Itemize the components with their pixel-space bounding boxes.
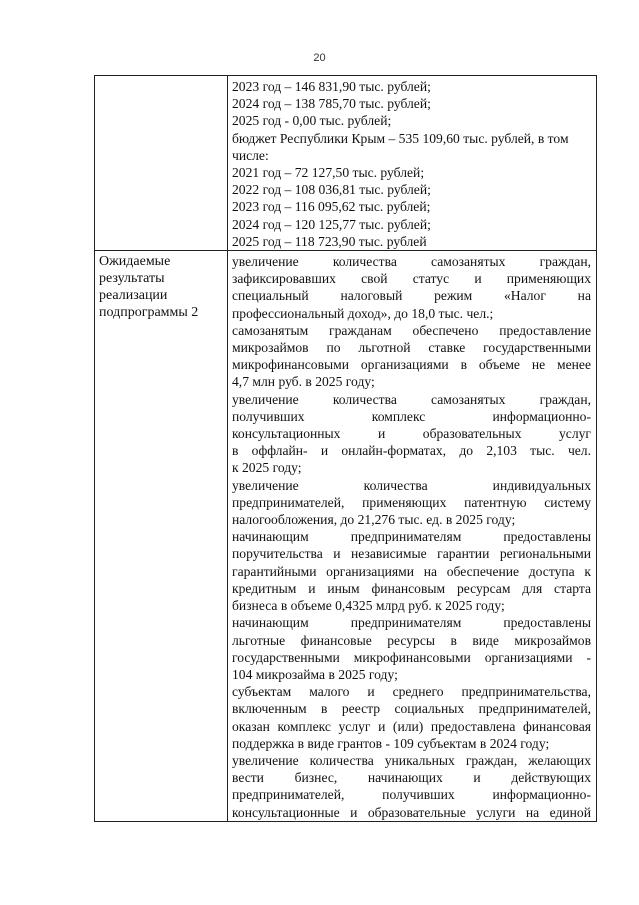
result-line: государственными микрофинансовыми организациями -: [232, 649, 591, 665]
funding-text-cell: [228, 76, 597, 251]
result-line: оказан комплекс услуг и (или) предоставлена финансовая: [232, 718, 591, 734]
result-line: включенным в реестр социальных предпринимателей,: [232, 701, 591, 717]
results-label-line: результаты: [99, 271, 165, 287]
results-label: [95, 251, 227, 321]
funding-line: 2021 год – 72 127,50 тыс. рублей;: [232, 165, 425, 181]
result-line: предпринимателей, получивших информационно-: [232, 787, 591, 803]
results-label-line: реализации: [99, 288, 168, 304]
results-label-line: Ожидаемые: [99, 254, 171, 270]
result-line: предпринимателей, применяющих патентную систему: [232, 494, 591, 510]
result-line: 4,7 млн руб. в 2025 году;: [232, 374, 375, 390]
result-line: льготные финансовые ресурсы в виде микрозаймов: [232, 632, 591, 648]
result-line: увеличение количества уникальных граждан, желающих: [232, 752, 591, 768]
funding-line: 2022 год – 108 036,81 тыс. рублей;: [232, 182, 431, 198]
result-line: увеличение количества самозанятых граждан,: [232, 254, 591, 270]
funding-continued-row: [95, 76, 597, 251]
result-line: гарантийными организациями на обеспечение доступа к: [232, 563, 591, 579]
result-line: в оффлайн- и онлайн-форматах, до 2,103 тыс. чел.: [232, 443, 591, 459]
result-line: микрофинансовыми организациями в объеме не менее: [232, 357, 591, 373]
result-line: бизнеса в объеме 0,4325 млрд руб. к 2025 году;: [232, 598, 505, 614]
funding-line: 2025 год – 118 723,90 тыс. рублей: [232, 233, 427, 249]
result-line: зафиксировавших свой статус и применяющих: [232, 271, 591, 287]
funding-label: [95, 76, 227, 78]
result-line: к 2025 году;: [232, 460, 302, 476]
funding-line: 2023 год – 116 095,62 тыс. рублей;: [232, 199, 431, 215]
result-line: кредитным и иным финансовым ресурсам для старта: [232, 580, 591, 596]
result-line: субъектам малого и среднего предпринимательства,: [232, 684, 591, 700]
funding-line: 2024 год – 120 125,77 тыс. рублей;: [232, 216, 431, 232]
result-line: поручительства и независимые гарантии региональными: [232, 546, 591, 562]
result-line: консультационные и образовательные услуги на единой: [232, 804, 591, 820]
results-label-line: подпрограммы 2: [99, 305, 199, 321]
result-line: налогообложения, до 21,276 тыс. ед. в 2025 году;: [232, 512, 516, 528]
result-line: профессиональный доход», до 18,0 тыс. чел.;: [232, 305, 494, 321]
results-label-cell: [95, 251, 228, 822]
result-line: микрозаймов по льготной ставке государственными: [232, 340, 591, 356]
result-line: консультационных и образовательных услуг: [232, 426, 591, 442]
result-line: специальный налоговый режим «Налог на: [232, 288, 591, 304]
result-line: начинающим предпринимателям предоставлены: [232, 615, 591, 631]
funding-label-cell: [95, 76, 228, 251]
result-line: вести бизнес, начинающих и действующих: [232, 770, 591, 786]
funding-line: бюджет Республики Крым – 535 109,60 тыс. рублей, в том: [232, 130, 569, 146]
page-number: 20: [313, 52, 326, 64]
result-line: получивших комплекс информационно-: [232, 408, 591, 424]
result-line: поддержка в виде грантов - 109 субъектам в 2024 году;: [232, 735, 550, 751]
results-text-cell: [228, 251, 597, 822]
funding-line: числе:: [232, 147, 269, 163]
result-line: увеличение количества самозанятых граждан,: [232, 391, 591, 407]
result-line: начинающим предпринимателям предоставлены: [232, 529, 591, 545]
funding-line: 2025 год - 0,00 тыс. рублей;: [232, 113, 392, 129]
result-line: 104 микрозайма в 2025 году;: [232, 666, 398, 682]
result-line: увеличение количества индивидуальных: [232, 477, 591, 493]
funding-line: 2024 год – 138 785,70 тыс. рублей;: [232, 96, 431, 112]
expected-results-row: [95, 251, 597, 822]
result-line: самозанятым гражданам обеспечено предоставление: [232, 322, 591, 338]
funding-line: 2023 год – 146 831,90 тыс. рублей;: [232, 79, 431, 94]
passport-table: [94, 75, 597, 822]
